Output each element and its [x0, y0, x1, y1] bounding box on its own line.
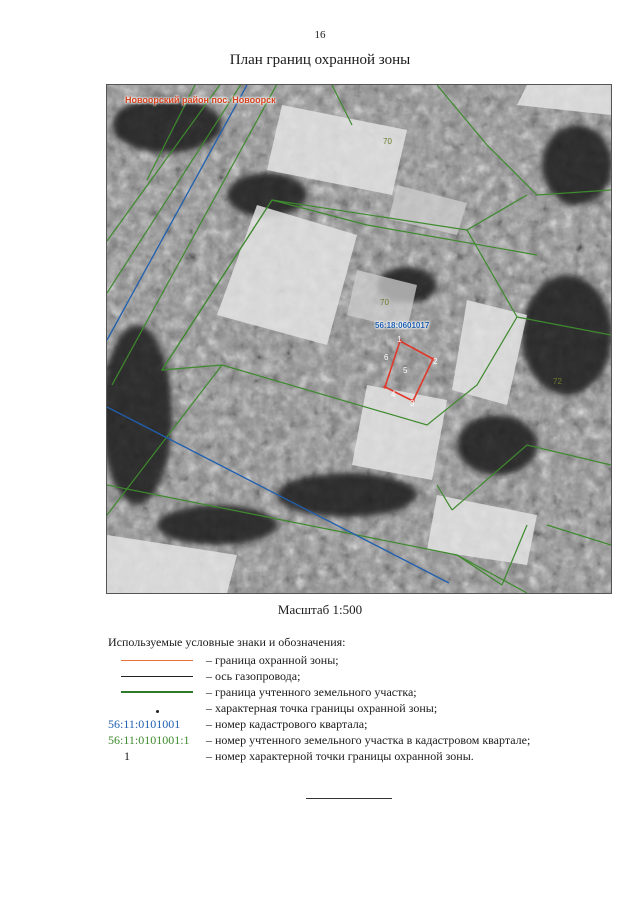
- zone-point-label: 1: [397, 335, 402, 344]
- zone-point-label: 4: [391, 390, 396, 399]
- legend-text: – граница охранной зоны;: [206, 652, 339, 667]
- legend-heading: Используемые условные знаки и обозначения:: [108, 635, 346, 649]
- scale-label: Масштаб 1:500: [277, 602, 363, 617]
- legend: [108, 635, 608, 764]
- district-label: Новоорский район пос. Новоорск: [125, 95, 276, 105]
- legend-item-parcel-boundary: [108, 684, 608, 700]
- legend-text: – номер характерной точки границы охранной зоны.: [206, 748, 474, 763]
- page-number: 16: [314, 29, 326, 41]
- parcel-number-sample: 56:11:0101001:1: [108, 732, 190, 747]
- legend-item-protection-zone: [108, 652, 608, 668]
- legend-item-gas-pipeline: [108, 668, 608, 684]
- parcel-number-label: 72: [553, 377, 562, 386]
- zone-point-label: 6: [384, 353, 389, 362]
- map-panel[interactable]: [106, 84, 612, 594]
- legend-text: – ось газопровода;: [206, 668, 301, 683]
- dot-symbol: [108, 704, 206, 713]
- point-number-sample: 1: [124, 748, 130, 763]
- black-line-symbol: [108, 676, 206, 677]
- parcel-number-label: 70: [383, 137, 392, 146]
- orange-line-symbol: [108, 660, 206, 661]
- green-line-symbol: [108, 691, 206, 693]
- legend-item-characteristic-point: [108, 700, 608, 716]
- legend-text: – номер учтенного земельного участка в кадастровом квартале;: [206, 732, 531, 747]
- map-image: [107, 85, 611, 593]
- quarter-number-sample: 56:11:0101001: [108, 716, 181, 731]
- footer-rule: [306, 798, 392, 799]
- legend-item-quarter-number: [108, 716, 608, 732]
- parcel-number-label: 70: [380, 298, 389, 307]
- legend-item-parcel-number: [108, 732, 608, 748]
- zone-point-label: 5: [403, 366, 408, 375]
- page-title: План границ охранной зоны: [229, 52, 411, 68]
- zone-point-label: 2: [433, 357, 438, 366]
- zone-point-label: 3: [410, 399, 415, 408]
- legend-text: – граница учтенного земельного участка;: [206, 684, 417, 699]
- legend-text: – характерная точка границы охранной зоны;: [206, 700, 438, 715]
- legend-item-point-number: [108, 748, 608, 764]
- legend-text: – номер кадастрового квартала;: [206, 716, 368, 731]
- quarter-number-label: 56:18:0601017: [375, 321, 430, 330]
